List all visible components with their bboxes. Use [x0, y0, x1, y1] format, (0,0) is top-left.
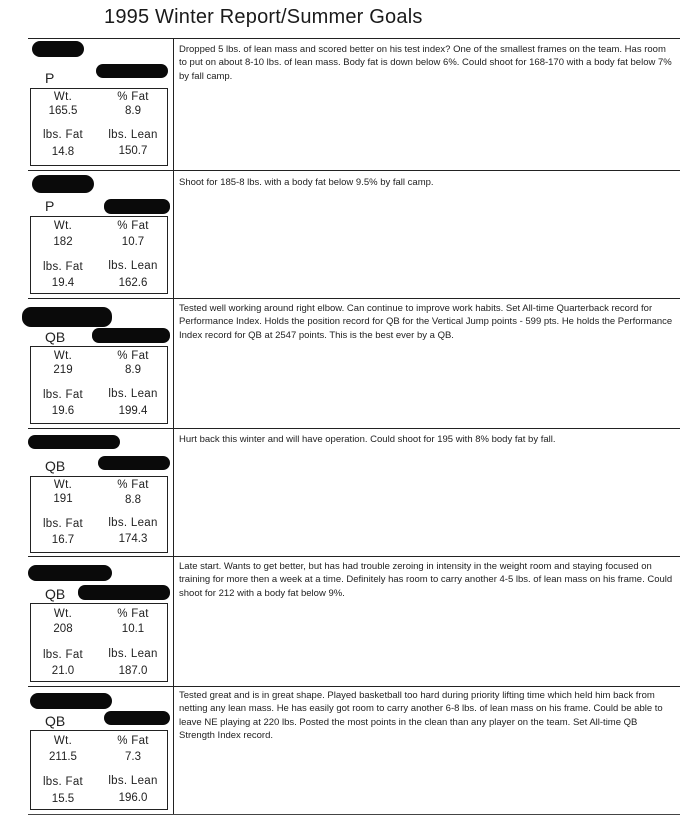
wt-label: Wt. [53, 479, 73, 491]
pct-fat-value: 8.8 [125, 494, 141, 506]
redacted-tag [104, 711, 170, 725]
record-top-rule [28, 38, 680, 39]
lbs-lean-label: lbs. Lean [108, 388, 158, 400]
lbs-lean-label: lbs. Lean [108, 517, 158, 529]
lbs-fat-label: lbs. Fat [42, 129, 84, 141]
record-note: Late start. Wants to get better, but has had trouble zeroing in intensity in the weight room and staying focused on training for more then a week at a time. Definitely has room to carry another 4-5 lbs. of lean mass on his frame. Could shoot for 212 with a body fat below 9%. [179, 561, 673, 599]
pct-fat-label: % Fat [117, 735, 149, 747]
pct-fat-value: 10.7 [121, 236, 145, 248]
lbs-fat-value: 15.5 [51, 793, 75, 805]
wt-label: Wt. [53, 735, 73, 747]
record-top-rule [28, 170, 680, 171]
lbs-lean-label: lbs. Lean [108, 648, 158, 660]
redacted-name [32, 175, 94, 193]
wt-label: Wt. [53, 220, 73, 232]
pct-fat-value: 8.9 [125, 105, 141, 117]
record-note: Tested well working around right elbow. Can continue to improve work habits. Set All-time Quarterback record for Performance Index. Holds the position record for QB for the Vertical Jump points - 599 pts. He holds the Performance Index record for QB at 2547 points. This is the best ever by a QB. [179, 303, 673, 341]
wt-label: Wt. [53, 350, 73, 362]
player-position: P [45, 70, 55, 86]
player-position: QB [45, 586, 66, 602]
lbs-lean-value: 199.4 [118, 405, 148, 417]
pct-fat-label: % Fat [117, 91, 149, 103]
lbs-fat-value: 21.0 [51, 665, 75, 677]
stat-box [30, 216, 168, 294]
page-title: 1995 Winter Report/Summer Goals [104, 6, 423, 28]
wt-label: Wt. [53, 91, 73, 103]
lbs-fat-label: lbs. Fat [42, 518, 84, 530]
stat-box [30, 603, 168, 682]
redacted-name [30, 693, 112, 709]
lbs-lean-value: 174.3 [118, 533, 148, 545]
pct-fat-label: % Fat [117, 479, 149, 491]
wt-value: 219 [53, 364, 73, 376]
record-note: Shoot for 185-8 lbs. with a body fat below 9.5% by fall camp. [179, 177, 434, 188]
lbs-fat-value: 19.6 [51, 405, 75, 417]
pct-fat-value: 7.3 [125, 751, 141, 763]
lbs-lean-label: lbs. Lean [108, 129, 158, 141]
redacted-name [22, 307, 112, 327]
stat-box [30, 730, 168, 810]
record-note: Hurt back this winter and will have operation. Could shoot for 195 with 8% body fat by fall. [179, 434, 556, 445]
record-divider [173, 686, 174, 815]
lbs-fat-label: lbs. Fat [42, 261, 84, 273]
record-bottom-rule [28, 814, 680, 815]
record-divider [173, 298, 174, 428]
redacted-name [28, 435, 120, 449]
wt-value: 208 [53, 623, 73, 635]
lbs-lean-label: lbs. Lean [108, 775, 158, 787]
stat-box [30, 88, 168, 166]
wt-value: 165.5 [48, 105, 78, 117]
record-divider [173, 38, 174, 170]
wt-value: 191 [53, 493, 73, 505]
record-divider [173, 556, 174, 686]
wt-value: 182 [53, 236, 73, 248]
redacted-tag [104, 199, 170, 214]
lbs-lean-value: 187.0 [118, 665, 148, 677]
player-record [28, 686, 680, 815]
lbs-fat-value: 19.4 [51, 277, 75, 289]
lbs-lean-label: lbs. Lean [108, 260, 158, 272]
lbs-lean-value: 150.7 [118, 145, 148, 157]
record-top-rule [28, 428, 680, 429]
player-record [28, 428, 680, 556]
player-position: QB [45, 713, 66, 729]
player-position: QB [45, 458, 66, 474]
player-position: P [45, 198, 55, 214]
redacted-tag [98, 456, 170, 470]
player-record [28, 38, 680, 170]
record-top-rule [28, 556, 680, 557]
record-top-rule [28, 298, 680, 299]
lbs-fat-label: lbs. Fat [42, 776, 84, 788]
lbs-fat-value: 16.7 [51, 534, 75, 546]
lbs-lean-value: 162.6 [118, 277, 148, 289]
pct-fat-value: 10.1 [121, 623, 145, 635]
lbs-fat-label: lbs. Fat [42, 389, 84, 401]
pct-fat-label: % Fat [117, 350, 149, 362]
redacted-tag [92, 328, 170, 343]
record-divider [173, 428, 174, 556]
pct-fat-label: % Fat [117, 220, 149, 232]
record-divider [173, 170, 174, 298]
player-record [28, 298, 680, 428]
wt-value: 211.5 [49, 751, 77, 763]
lbs-lean-value: 196.0 [118, 792, 148, 804]
record-note: Dropped 5 lbs. of lean mass and scored better on his test index? One of the smallest frames on the team. Has room to put on about 8-10 lbs. of lean mass. Body fat is down below 6%. Could shoot for 168-170 with a body fat below 7% by fall camp. [179, 44, 672, 82]
stat-box [30, 476, 168, 553]
lbs-fat-label: lbs. Fat [42, 649, 84, 661]
pct-fat-label: % Fat [117, 608, 149, 620]
player-record [28, 170, 680, 298]
pct-fat-value: 8.9 [125, 364, 141, 376]
wt-label: Wt. [53, 608, 73, 620]
lbs-fat-value: 14.8 [51, 146, 75, 158]
redacted-tag [78, 585, 170, 600]
player-record [28, 556, 680, 686]
redacted-name [32, 41, 84, 57]
record-note: Tested great and is in great shape. Played basketball too hard during priority lifting time which held him back from netting any lean mass. He has easily got room to carry another 6-8 lbs. of lean mass on his frame. Could be able to leave NE playing at 220 lbs. Posted the most points in the clean than any player on the team. Set All-time QB Strength Index record. [179, 690, 663, 742]
stat-box [30, 346, 168, 424]
player-position: QB [45, 329, 66, 345]
record-top-rule [28, 686, 680, 687]
redacted-name [28, 565, 112, 581]
redacted-tag [96, 64, 168, 78]
